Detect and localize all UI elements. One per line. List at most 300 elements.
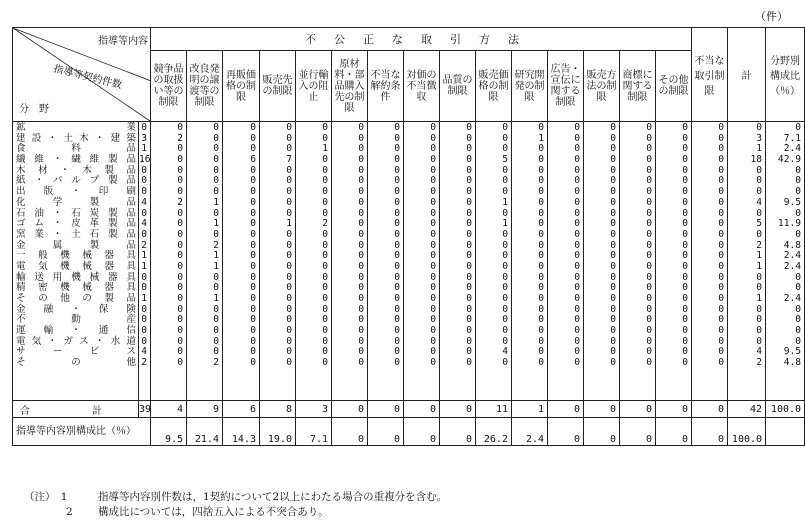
table-cell: 0 [646, 164, 652, 176]
table-cell: 0 [466, 346, 472, 358]
table-cell: 0 [682, 303, 689, 315]
table-cell: 0 [756, 271, 763, 283]
table-cell: 0 [322, 122, 328, 133]
table-cell: 0 [756, 164, 763, 176]
table-cell: 0 [610, 325, 616, 337]
table-cell: 0 [286, 164, 292, 176]
table-cell: 0 [394, 122, 400, 133]
table-cell: 0 [574, 196, 580, 208]
table-cell: 0 [466, 143, 472, 155]
table-cell: 0 [795, 228, 802, 240]
table-cell: 0 [574, 325, 580, 337]
table-cell: 0 [430, 186, 436, 198]
table-cell: 0 [718, 303, 725, 315]
table-cell: 0 [682, 314, 689, 326]
table-cell: 0 [756, 325, 763, 337]
table-cell: 0 [286, 293, 292, 304]
table-cell: 0 [358, 132, 364, 144]
table-cell: 0 [574, 335, 580, 347]
table-cell: 0 [394, 228, 400, 240]
table-cell: 0 [646, 271, 652, 283]
table-cell: 0 [394, 282, 400, 294]
contract-count: 0 [141, 335, 147, 347]
table-cell: 0 [358, 164, 364, 176]
table-cell: 0 [430, 218, 436, 230]
table-cell: 0 [646, 143, 652, 155]
total-cell: 42 [728, 401, 766, 418]
table-cell: 0 [394, 196, 400, 208]
table-cell: 0 [250, 260, 256, 272]
table-cell: 0 [177, 314, 183, 326]
table-cell: 0 [322, 260, 328, 272]
table-cell: 0 [756, 282, 763, 294]
table-cell: 0 [213, 303, 219, 315]
table-cell: 7.1 [783, 132, 802, 144]
table-cell: 0 [646, 325, 652, 337]
table-cell: 4 [756, 196, 763, 208]
table-cell: 0 [430, 282, 436, 294]
table-cell: 0 [177, 282, 183, 294]
table-cell: 0 [466, 325, 472, 337]
table-cell: 0 [574, 250, 580, 262]
table-cell: 0 [718, 250, 725, 262]
value-column-7 [368, 122, 404, 401]
table-cell: 0 [177, 218, 183, 230]
value-column-18 [766, 122, 805, 401]
table-cell: 0 [646, 175, 652, 187]
table-cell: 0 [322, 196, 328, 208]
table-cell: 0 [795, 271, 802, 283]
table-cell: 0 [286, 346, 292, 358]
table-cell: 0 [250, 207, 256, 219]
table-cell: 0 [286, 303, 292, 315]
category-label: 運輸・通信 [16, 325, 136, 337]
table-cell: 1 [538, 132, 544, 144]
table-cell: 0 [682, 218, 689, 230]
total-cell: 0 [548, 401, 584, 418]
note-1: （注） 1 指導等内容別件数は，1契約について2以上にわたる場合の重複分を含む。 [24, 491, 448, 503]
ratio-cell: 0 [692, 418, 728, 446]
table-cell: 0 [538, 346, 544, 358]
note-2: 2 構成比については，四捨五入による不突合あり。 [24, 506, 329, 518]
col-header-9: 品質の制限 [440, 51, 476, 122]
table-cell: 0 [502, 325, 508, 337]
table-cell: 0 [538, 175, 544, 187]
category-label: 不 動 産 [16, 314, 136, 326]
value-column-4 [260, 122, 296, 401]
table-cell: 0 [430, 325, 436, 337]
table-cell: 0 [538, 164, 544, 176]
table-cell: 0 [286, 239, 292, 251]
category-label: 食 料 品 [16, 143, 136, 155]
col-header-total: 計 [728, 28, 766, 122]
table-cell: 0 [502, 164, 508, 176]
contract-count: 0 [141, 303, 147, 315]
table-cell: 0 [213, 154, 219, 166]
table-cell: 0 [682, 357, 689, 369]
ratio-cell: 0 [404, 418, 440, 446]
contract-count: 1 [141, 260, 147, 272]
table-cell: 0 [610, 282, 616, 294]
value-column-17 [728, 122, 766, 401]
table-cell: 0 [574, 303, 580, 315]
table-cell: 4.8 [783, 239, 802, 251]
table-cell: 0 [322, 314, 328, 326]
table-cell: 0 [177, 250, 183, 262]
table-cell: 2 [177, 196, 183, 208]
total-cell: 6 [223, 401, 260, 418]
table-cell: 0 [177, 143, 183, 155]
table-cell: 0 [610, 357, 616, 369]
table-cell: 0 [286, 260, 292, 272]
contract-count: 0 [141, 228, 147, 240]
ratio-cell: 0 [656, 418, 692, 446]
table-cell: 0 [718, 186, 725, 198]
col-header-6: 原材料・部品購入先の制限 [332, 51, 368, 122]
table-cell: 0 [646, 293, 652, 304]
table-cell: 0 [394, 239, 400, 251]
table-cell: 0 [502, 335, 508, 347]
table-cell: 0 [610, 186, 616, 198]
table-cell: 0 [795, 207, 802, 219]
table-cell: 0 [286, 271, 292, 283]
table-cell: 0 [574, 357, 580, 369]
table-cell: 0 [213, 314, 219, 326]
table-cell: 0 [682, 271, 689, 283]
table-cell: 0 [682, 250, 689, 262]
value-column-9 [440, 122, 476, 401]
table-cell: 0 [682, 293, 689, 304]
table-cell: 0 [394, 175, 400, 187]
table-cell: 2.4 [783, 260, 802, 272]
table-cell: 0 [394, 271, 400, 283]
table-cell: 0 [646, 282, 652, 294]
ratio-cell: 0 [548, 418, 584, 446]
table-cell: 0 [213, 271, 219, 283]
table-cell: 0 [718, 196, 725, 208]
table-cell: 0 [502, 271, 508, 283]
table-cell: 0 [250, 218, 256, 230]
category-label: サ ー ビ ス [16, 346, 136, 358]
table-cell: 0 [322, 250, 328, 262]
table-cell: 0 [682, 143, 689, 155]
table-cell: 0 [610, 175, 616, 187]
table-cell: 0 [610, 218, 616, 230]
table-cell: 1 [756, 250, 763, 262]
table-cell: 0 [322, 325, 328, 337]
table-cell: 0 [286, 143, 292, 155]
table-cell: 0 [610, 250, 616, 262]
table-cell: 0 [538, 303, 544, 315]
table-cell: 0 [718, 325, 725, 337]
table-cell: 2.4 [783, 293, 802, 304]
table-cell: 0 [538, 196, 544, 208]
table-cell: 0 [610, 196, 616, 208]
category-label: 電気・ガス・水道 [16, 335, 136, 347]
table-cell: 0 [502, 186, 508, 198]
table-cell: 0 [718, 132, 725, 144]
table-cell: 0 [250, 325, 256, 337]
contract-count: 4 [141, 218, 147, 230]
table-cell: 0 [250, 186, 256, 198]
col-header-14: 商標に関する制限 [620, 51, 656, 122]
table-cell: 0 [538, 239, 544, 251]
col-header-2: 改良発明の譲渡等の制限 [187, 51, 223, 122]
table-cell: 0 [358, 314, 364, 326]
table-cell: 0 [502, 260, 508, 272]
table-cell: 0 [574, 154, 580, 166]
table-cell: 0 [430, 196, 436, 208]
table-cell: 0 [610, 239, 616, 251]
table-cell: 0 [538, 335, 544, 347]
category-label: 金融・保険 [16, 303, 136, 315]
table-cell: 0 [358, 175, 364, 187]
ratio-cell: 0 [440, 418, 476, 446]
table-cell: 0 [466, 196, 472, 208]
table-cell: 0 [718, 218, 725, 230]
table-cell: 0 [394, 207, 400, 219]
table-cell: 0 [430, 260, 436, 272]
table-cell: 0 [250, 196, 256, 208]
table-cell: 0 [213, 175, 219, 187]
table-cell: 0 [177, 154, 183, 166]
table-cell: 0 [610, 314, 616, 326]
table-cell: 0 [682, 186, 689, 198]
table-cell: 0 [177, 325, 183, 337]
table-cell: 0 [177, 357, 183, 369]
table-cell: 0 [286, 228, 292, 240]
table-cell: 0 [177, 228, 183, 240]
contract-count: 0 [141, 282, 147, 294]
table-cell: 0 [286, 122, 292, 133]
table-cell: 0 [430, 239, 436, 251]
total-cell: 0 [440, 401, 476, 418]
category-label: 窯業・土石製品 [16, 228, 136, 240]
total-cell: 0 [620, 401, 656, 418]
table-cell: 0 [177, 335, 183, 347]
table-cell: 2 [213, 239, 219, 251]
col-header-3: 再販価格の制限 [223, 51, 260, 122]
table-cell: 0 [286, 186, 292, 198]
table-cell: 2 [177, 132, 183, 144]
total-cell: 11 [476, 401, 512, 418]
total-cell: 1 [512, 401, 548, 418]
total-cell: 0 [332, 401, 368, 418]
contract-count: 2 [141, 239, 147, 251]
table-cell: 0 [250, 303, 256, 315]
table-cell: 0 [756, 314, 763, 326]
table-cell: 0 [213, 325, 219, 337]
table-cell: 0 [286, 196, 292, 208]
category-label: 建設・土木・建築 [16, 132, 136, 144]
table-cell: 0 [718, 271, 725, 283]
table-cell: 0 [394, 293, 400, 304]
table-cell: 0 [394, 164, 400, 176]
total-cell: 8 [260, 401, 296, 418]
table-cell: 0 [538, 282, 544, 294]
ratio-cell: 9.5 [151, 418, 187, 446]
table-cell: 0 [430, 303, 436, 315]
table-cell: 0 [250, 335, 256, 347]
table-cell: 0 [502, 143, 508, 155]
table-cell: 0 [466, 218, 472, 230]
table-cell: 1 [286, 218, 292, 230]
table-cell: 0 [502, 122, 508, 133]
table-cell: 0 [574, 143, 580, 155]
category-label: 石油・石炭製品 [16, 207, 136, 219]
table-cell: 0 [430, 122, 436, 133]
table-cell: 0 [538, 260, 544, 272]
table-cell: 0 [394, 132, 400, 144]
table-cell: 0 [358, 154, 364, 166]
table-cell: 0 [538, 228, 544, 240]
table-cell: 0 [682, 154, 689, 166]
table-cell: 0 [286, 357, 292, 369]
col-header-11: 研究開発の制限 [512, 51, 548, 122]
total-cell: 0 [368, 401, 404, 418]
category-label: 一般機械器具 [16, 250, 136, 262]
table-cell: 0 [430, 346, 436, 358]
table-cell: 0 [177, 164, 183, 176]
table-cell: 0 [795, 325, 802, 337]
table-cell: 0 [322, 164, 328, 176]
category-label: 輸送用機械器具 [16, 271, 136, 283]
table-cell: 0 [466, 260, 472, 272]
table-cell: 0 [610, 132, 616, 144]
table-cell: 0 [322, 357, 328, 369]
table-cell: 0 [466, 239, 472, 251]
table-cell: 0 [177, 303, 183, 315]
table-cell: 0 [682, 239, 689, 251]
table-cell: 0 [394, 154, 400, 166]
table-cell: 0 [177, 207, 183, 219]
table-cell: 0 [718, 260, 725, 272]
table-cell: 0 [574, 132, 580, 144]
ratio-cell: 0 [620, 418, 656, 446]
notes [24, 490, 447, 520]
table-cell: 7 [286, 154, 292, 166]
total-cell: 0 [584, 401, 620, 418]
table-cell: 0 [610, 207, 616, 219]
table-cell: 0 [358, 250, 364, 262]
table-cell: 0 [286, 132, 292, 144]
contract-count: 1 [141, 293, 147, 304]
value-column-10 [476, 122, 512, 401]
table-cell: 0 [250, 346, 256, 358]
table-cell: 0 [286, 325, 292, 337]
table-cell: 0 [646, 303, 652, 315]
corner-bottom-label: 分 野 [19, 104, 49, 115]
table-cell: 0 [574, 175, 580, 187]
table-cell: 0 [177, 260, 183, 272]
table-cell: 0 [756, 335, 763, 347]
table-cell: 0 [213, 282, 219, 294]
table-cell: 0 [756, 122, 763, 133]
col-header-13: 販売方法の制限 [584, 51, 620, 122]
table-cell: 1 [502, 196, 508, 208]
table-cell: 0 [358, 143, 364, 155]
table-cell: 0 [718, 239, 725, 251]
table-cell: 0 [250, 314, 256, 326]
table-cell: 0 [718, 314, 725, 326]
table-cell: 0 [358, 303, 364, 315]
ratio-cell: 7.1 [296, 418, 332, 446]
table-cell: 0 [646, 335, 652, 347]
contract-count: 0 [141, 207, 147, 219]
contract-count: 0 [141, 122, 147, 133]
table-cell: 0 [682, 260, 689, 272]
table-cell: 0 [538, 325, 544, 337]
table-cell: 0 [358, 335, 364, 347]
table-cell: 0 [430, 154, 436, 166]
table-cell: 0 [538, 186, 544, 198]
table-cell: 0 [322, 239, 328, 251]
table-cell: 0 [610, 335, 616, 347]
table-cell: 2 [322, 218, 328, 230]
table-cell: 0 [358, 228, 364, 240]
table-cell: 0 [358, 325, 364, 337]
table-cell: 0 [718, 293, 725, 304]
table-cell: 1 [756, 260, 763, 272]
table-cell: 0 [538, 218, 544, 230]
table-cell: 0 [538, 122, 544, 133]
total-cell: 0 [692, 401, 728, 418]
contract-count: 0 [141, 164, 147, 176]
table-cell: 0 [322, 132, 328, 144]
table-cell: 0 [795, 335, 802, 347]
table-cell: 0 [610, 260, 616, 272]
table-cell: 0 [756, 207, 763, 219]
table-cell: 0 [610, 154, 616, 166]
table-cell: 1 [213, 250, 219, 262]
table-cell: 1 [322, 143, 328, 155]
table-cell: 0 [646, 218, 652, 230]
table-cell: 0 [466, 282, 472, 294]
table-cell: 0 [718, 154, 725, 166]
table-cell: 0 [502, 303, 508, 315]
table-cell: 0 [394, 186, 400, 198]
table-cell: 0 [718, 143, 725, 155]
table-cell: 0 [795, 186, 802, 198]
value-column-14 [620, 122, 656, 401]
group-header: 不公正な取引方法 [151, 28, 692, 51]
contract-count: 0 [141, 271, 147, 283]
table-cell: 1 [213, 218, 219, 230]
table-cell: 0 [250, 357, 256, 369]
table-cell: 2 [756, 357, 763, 369]
table-cell: 0 [430, 271, 436, 283]
table-cell: 0 [682, 335, 689, 347]
table-cell: 0 [358, 196, 364, 208]
table-cell: 0 [646, 250, 652, 262]
table-cell: 0 [394, 260, 400, 272]
table-cell: 0 [646, 228, 652, 240]
ratio-cell: 19.0 [260, 418, 296, 446]
table-cell: 0 [250, 132, 256, 144]
contract-count: 3 [141, 132, 147, 144]
col-header-8: 対価の不当徴収 [404, 51, 440, 122]
table-cell: 0 [177, 122, 183, 133]
table-cell: 0 [574, 207, 580, 219]
table-cell: 0 [682, 325, 689, 337]
ratio-label: 指導等内容別構成比（％） [13, 418, 151, 446]
table-cell: 0 [646, 314, 652, 326]
table-cell: 0 [430, 314, 436, 326]
table-cell: 0 [430, 250, 436, 262]
table-cell: 0 [795, 164, 802, 176]
table-cell: 18 [750, 154, 763, 166]
table-cell: 0 [466, 314, 472, 326]
